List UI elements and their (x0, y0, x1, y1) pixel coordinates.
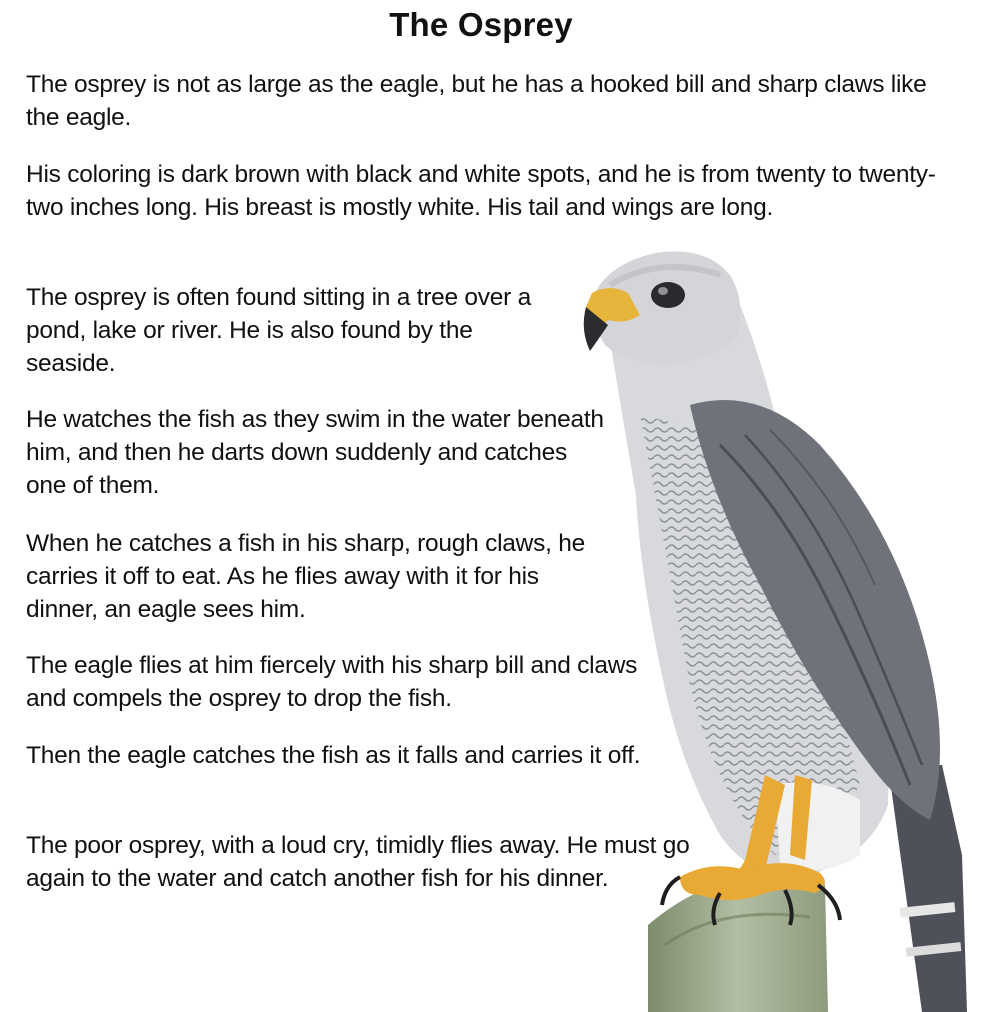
page-title: The Osprey (389, 6, 573, 43)
eye-icon (651, 282, 685, 308)
paragraph-6: The eagle flies at him fiercely with his sharp bill and claws and compels the osprey to drop the fish. (26, 652, 638, 712)
paragraph-2: His coloring is dark brown with black and white spots, and he is from twenty to twenty-two inches long. His breast is mostly white. His tail and wings are long. (26, 161, 936, 221)
paragraph-5: When he catches a fish in his sharp, rough claws, he carries it off to eat. As he flies away with it for his dinner, an eagle sees him. (26, 530, 585, 623)
paragraph-8: The poor osprey, with a loud cry, timidly flies away. He must go again to the water and catch another fish for his dinner. (26, 832, 690, 892)
paragraph-4: He watches the fish as they swim in the water beneath him, and then he darts down suddenly and catches one of them. (26, 406, 604, 499)
paragraph-3: The osprey is often found sitting in a tree over a pond, lake or river. He is also found by the seaside. (26, 284, 532, 377)
paragraph-7: Then the eagle catches the fish as it falls and carries it off. (26, 742, 641, 769)
paragraph-1: The osprey is not as large as the eagle, but he has a hooked bill and sharp claws like the eagle. (26, 71, 927, 131)
bird-perched-on-post-illustration (570, 245, 987, 1012)
